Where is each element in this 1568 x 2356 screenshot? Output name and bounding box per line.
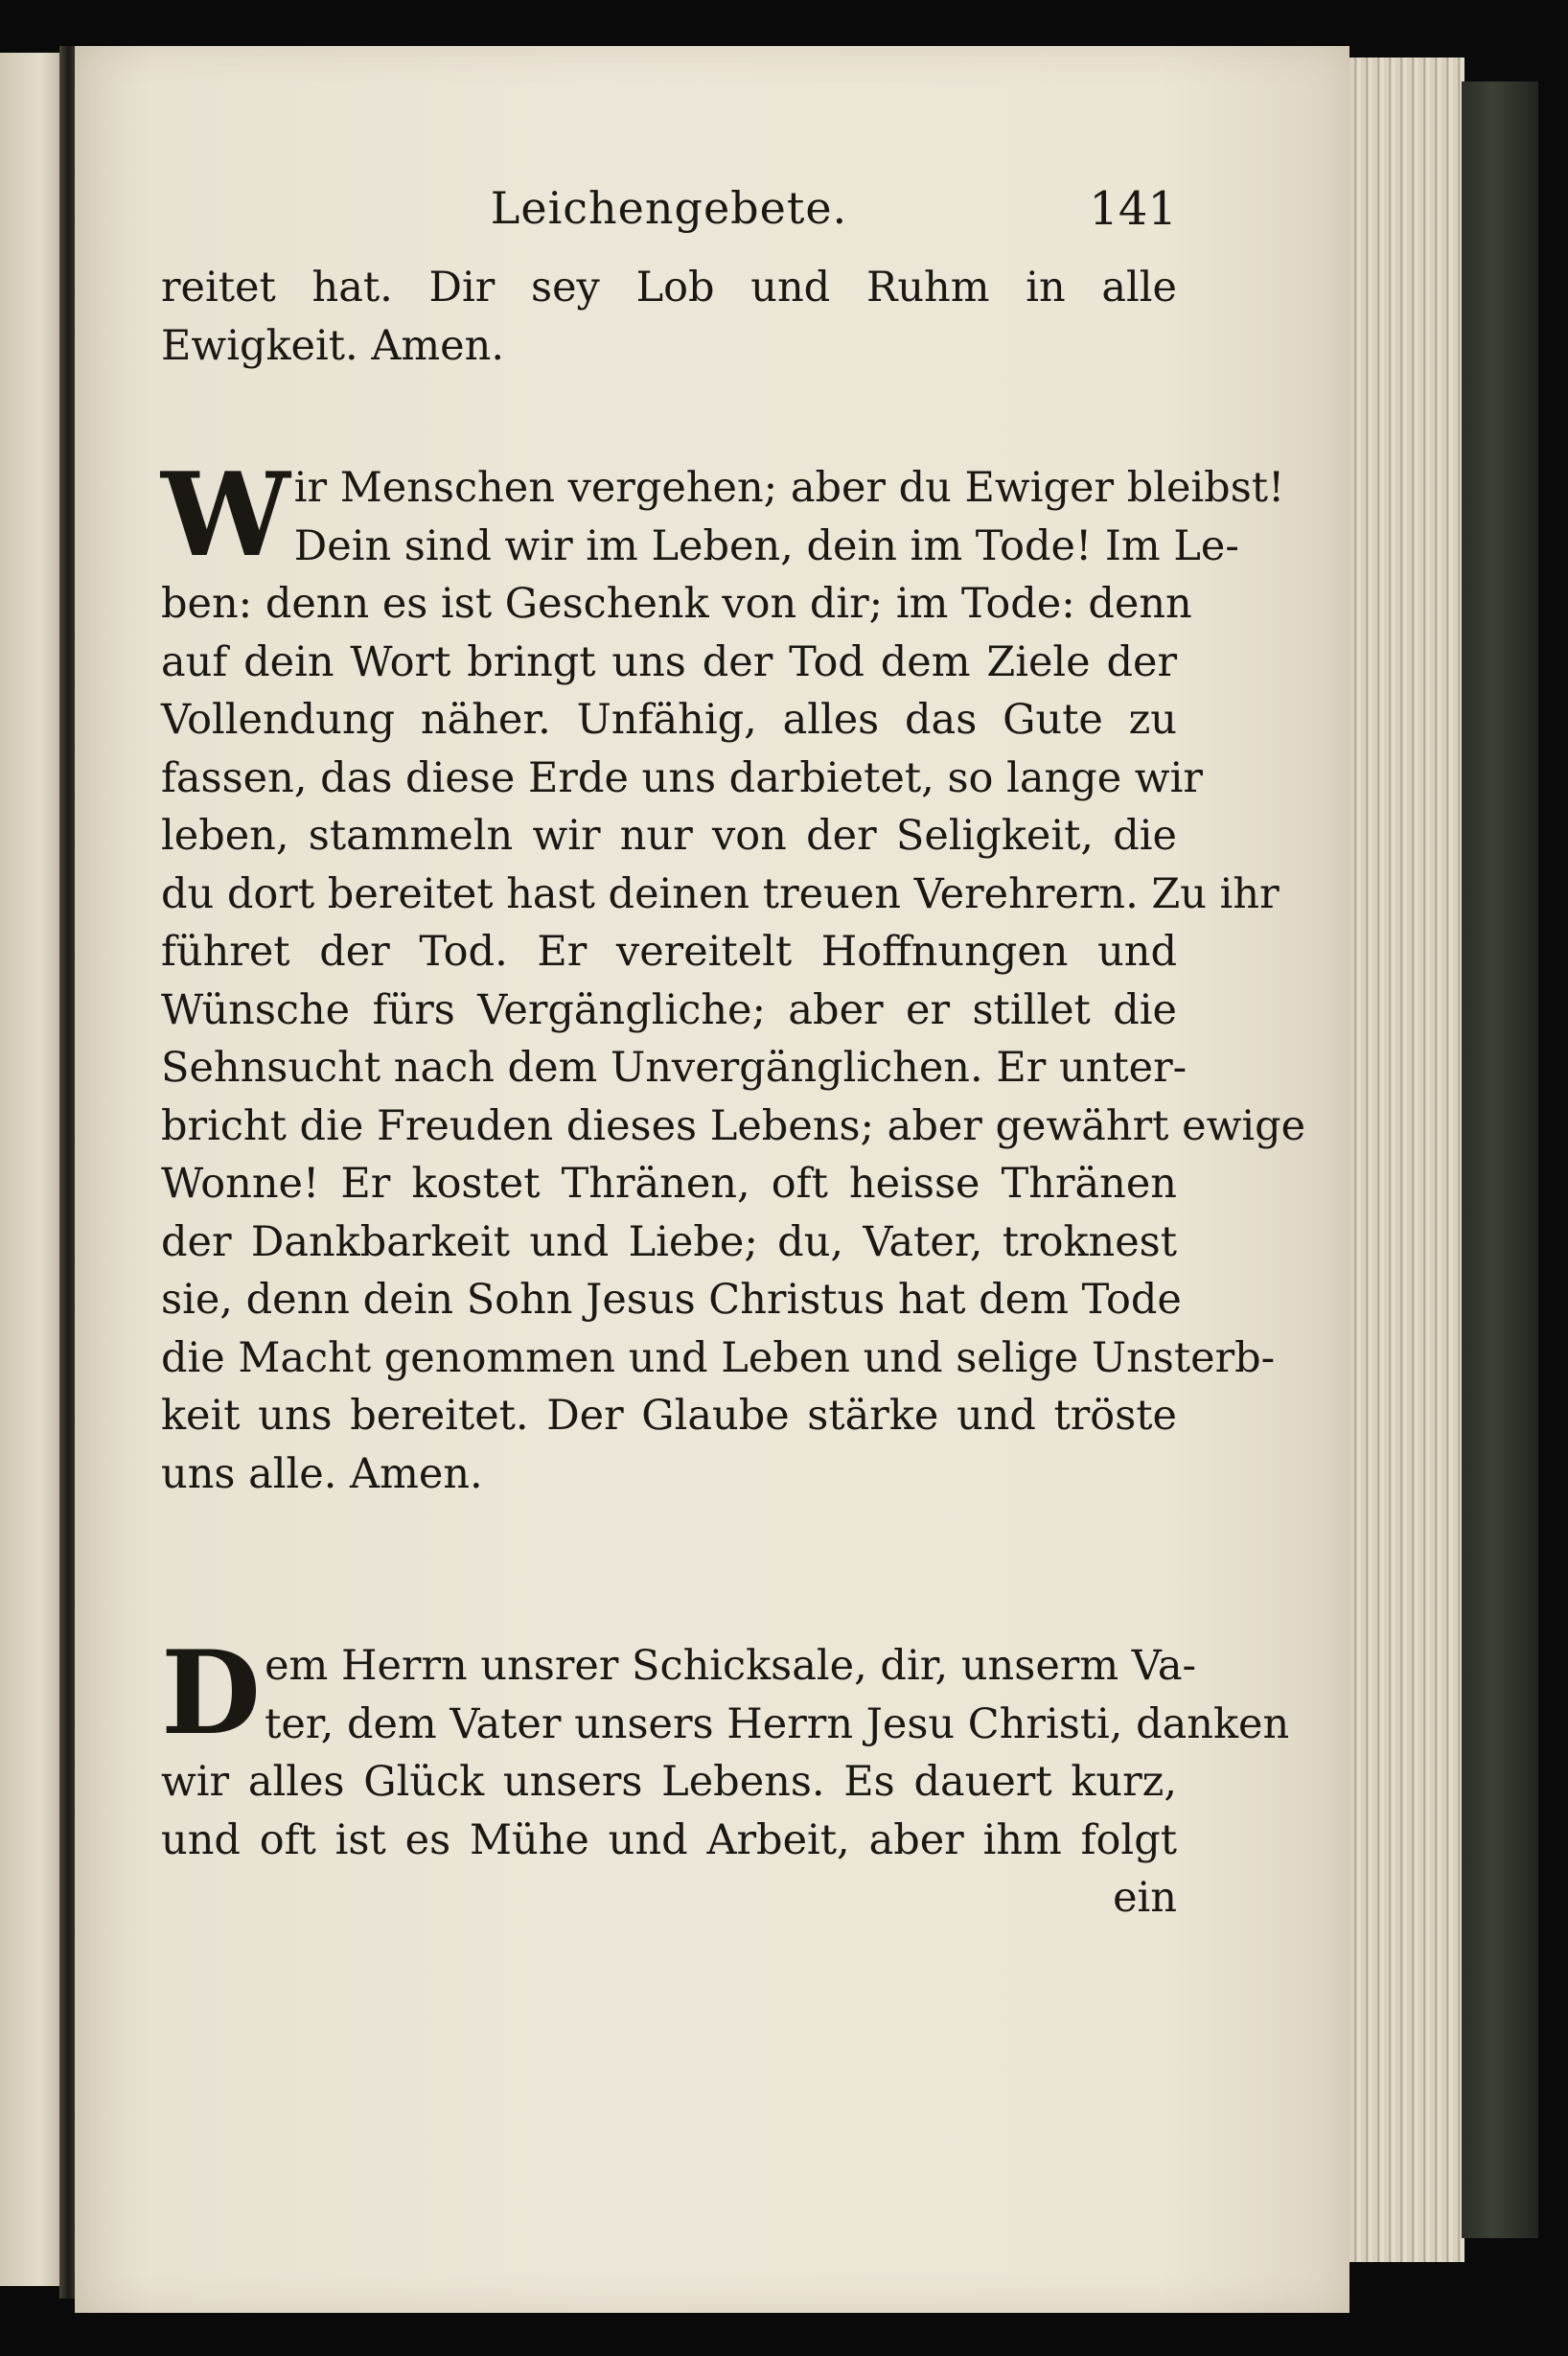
text-line: der Dankbarkeit und Liebe; du, Vater, troknest: [161, 1217, 1177, 1266]
text-line: wir alles Glück unsers Lebens. Es dauert kurz,: [161, 1758, 1177, 1806]
left-page-edge: [0, 53, 67, 2286]
text-line: führet der Tod. Er vereitelt Hoffnungen und: [161, 928, 1177, 976]
paragraph-3: [161, 1626, 1290, 1928]
text-line: ter, dem Vater unsers Herrn Jesu Christi, danken: [265, 1699, 1290, 1748]
text-block: [161, 182, 1306, 1928]
text-line: ben: denn es ist Geschenk von dir; im Tode: denn: [161, 580, 1192, 628]
text-line: Ewigkeit. Amen.: [161, 321, 504, 370]
text-line: ir Menschen vergehen; aber du Ewiger bleibst!: [293, 464, 1285, 512]
text-line: reitet hat. Dir sey Lob und Ruhm in alle: [161, 264, 1177, 312]
paragraph-1: [161, 259, 1177, 375]
text-line: em Herrn unsrer Schicksale, dir, unserm Va-: [265, 1642, 1197, 1690]
text-line: auf dein Wort bringt uns der Tod dem Ziele der: [161, 637, 1177, 686]
paragraph-2: [161, 448, 1306, 1503]
page-edges: [1349, 58, 1464, 2262]
text-line: uns alle. Amen.: [161, 1449, 483, 1498]
text-line: und oft ist es Mühe und Arbeit, aber ihm folgt: [161, 1815, 1177, 1864]
text-line: du dort bereitet hast deinen treuen Verehrern. Zu ihr: [161, 869, 1280, 918]
text-line: Sehnsucht nach dem Unvergänglichen. Er unter-: [161, 1044, 1188, 1092]
text-line: sie, denn dein Sohn Jesus Christus hat dem Tode: [161, 1276, 1182, 1324]
text-line: Wonne! Er kostet Thränen, oft heisse Thränen: [161, 1160, 1177, 1208]
text-line: Dein sind wir im Leben, dein im Tode! Im Le-: [293, 521, 1239, 570]
running-head: [161, 182, 1177, 259]
text-line: bricht die Freuden dieses Lebens; aber gewährt ewige: [161, 1101, 1306, 1150]
running-title: Leichengebete.: [490, 182, 848, 234]
text-line: fassen, das diese Erde uns darbietet, so lange wir: [161, 753, 1203, 802]
catchword: ein: [1113, 1874, 1177, 1922]
text-line: Vollendung näher. Unfähig, alles das Gute zu: [161, 696, 1177, 744]
book-cover: [1462, 81, 1538, 2238]
text-line: die Macht genommen und Leben und selige Unsterb-: [161, 1333, 1276, 1382]
text-line: Wünsche fürs Vergängliche; aber er stillet die: [161, 985, 1177, 1034]
drop-initial: W: [161, 448, 290, 583]
drop-initial: D: [161, 1626, 262, 1761]
text-line: leben, stammeln wir nur von der Seligkeit, die: [161, 812, 1177, 860]
page-number: 141: [1089, 182, 1177, 236]
text-line: keit uns bereitet. Der Glaube stärke und tröste: [161, 1392, 1177, 1440]
